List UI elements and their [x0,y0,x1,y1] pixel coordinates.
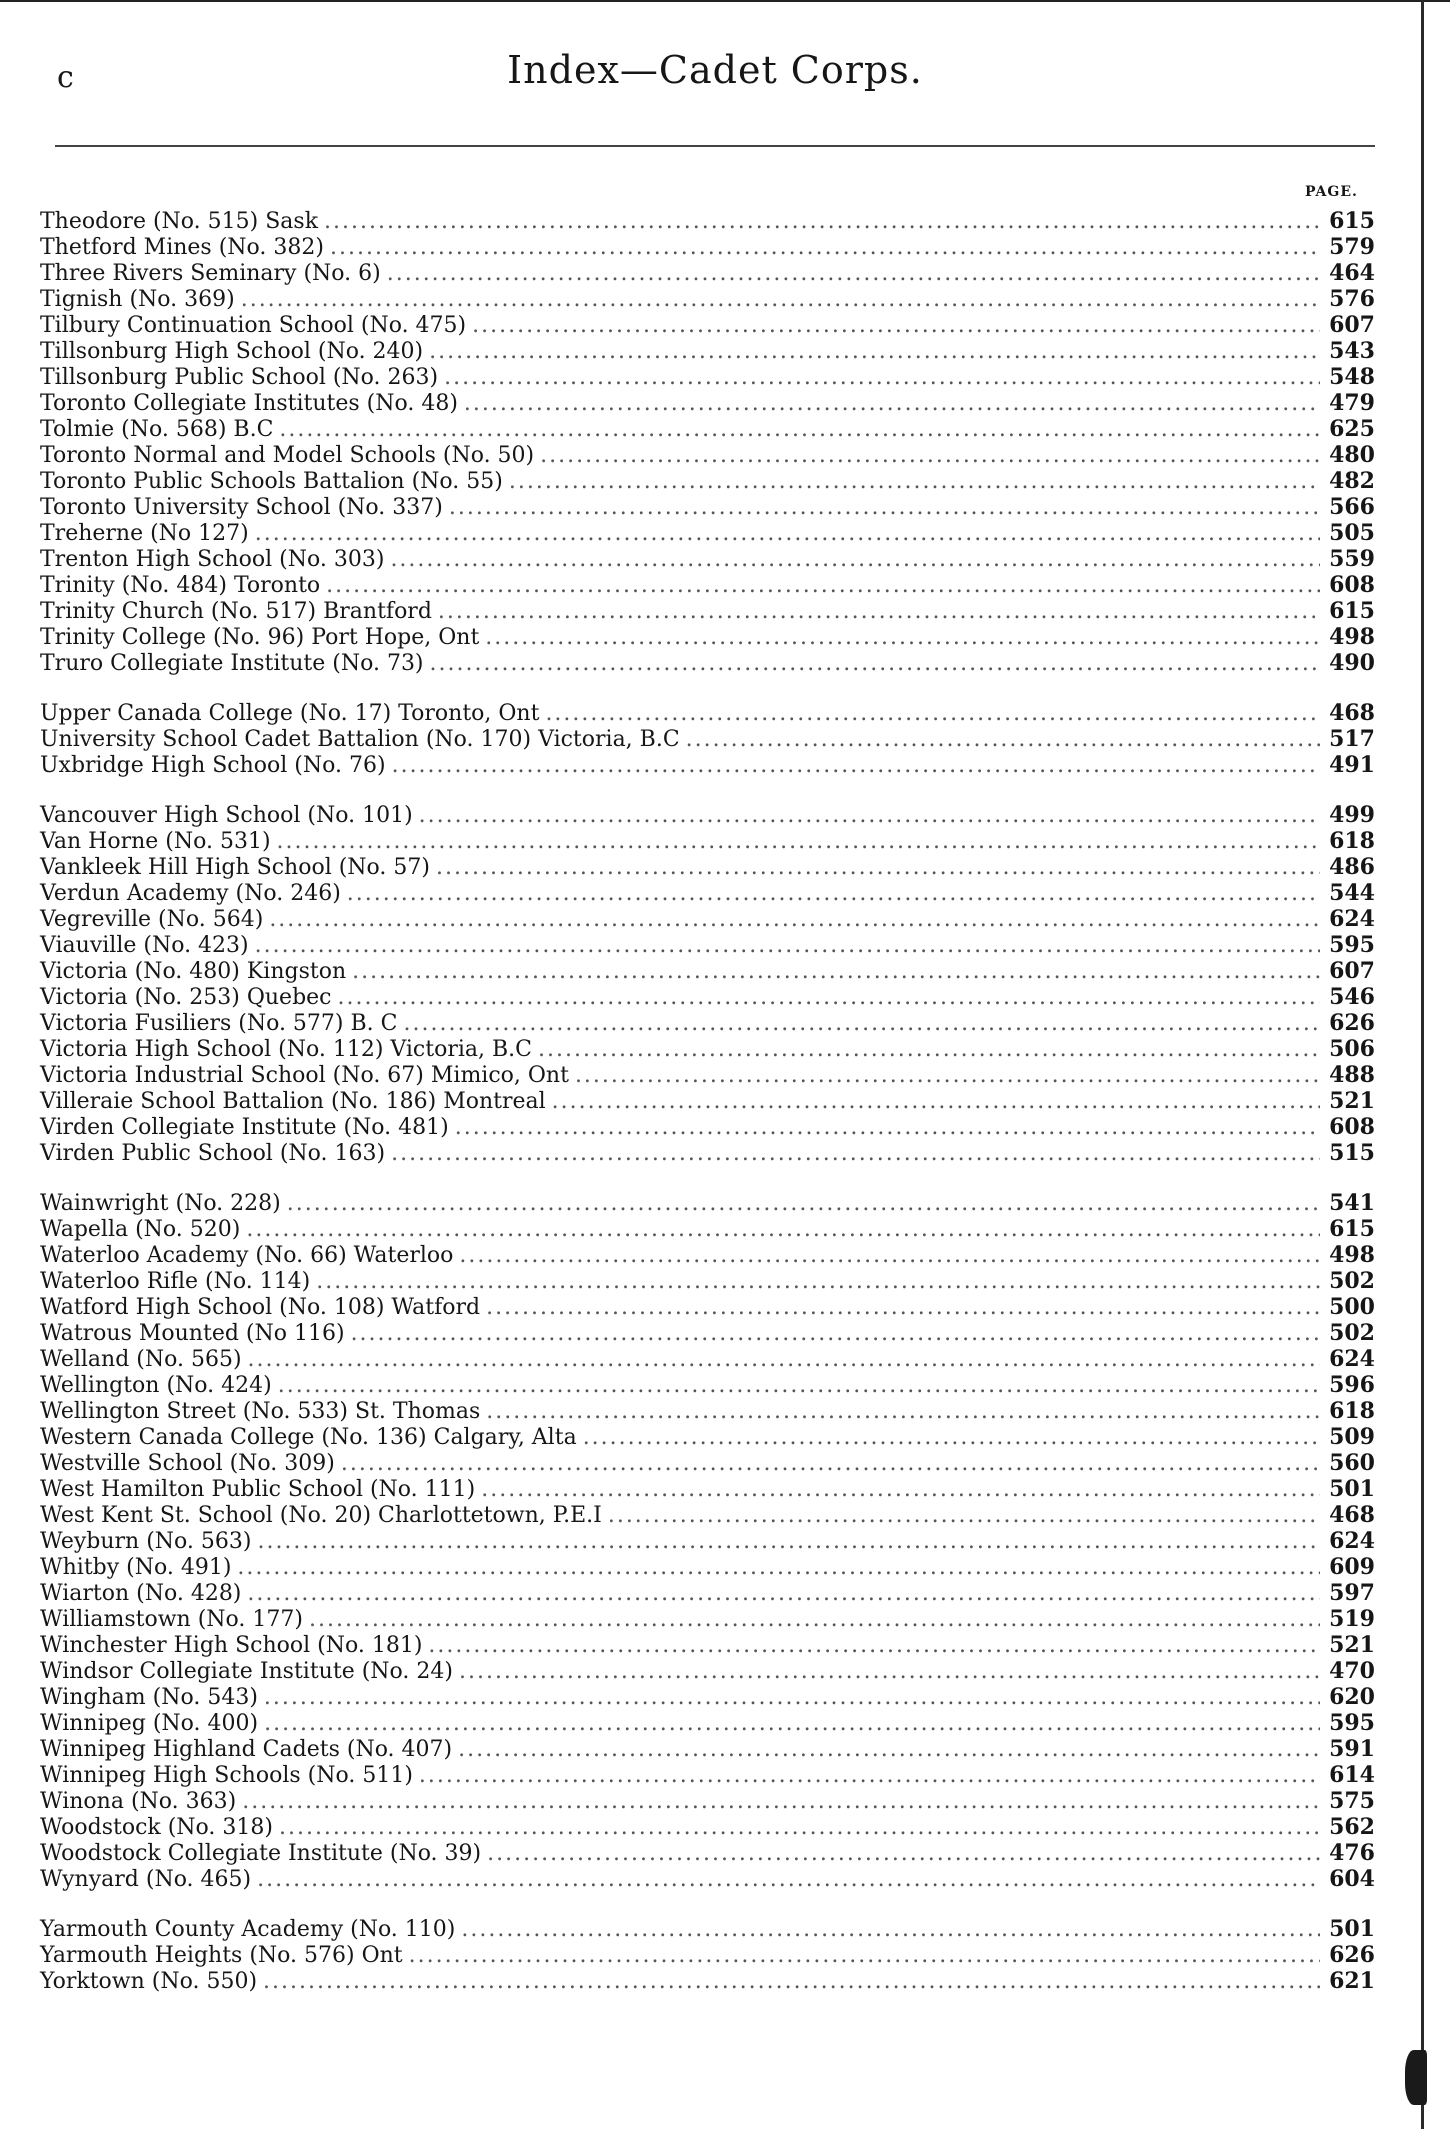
entry-page-number: 501 [1329,1476,1375,1502]
dot-leader [424,651,1320,677]
index-entry [40,1606,1375,1632]
index-entry [40,468,1375,494]
dot-leader [324,235,1320,261]
dot-leader [432,599,1320,625]
entry-name: Woodstock Collegiate Institute (No. 39) [40,1841,482,1866]
dot-leader [235,287,1320,313]
entry-name: Whitby (No. 491) [40,1555,232,1580]
dot-leader [480,1295,1320,1321]
entry-page-number: 548 [1329,364,1375,390]
entry-name: Winona (No. 363) [40,1789,237,1814]
entry-name: Three Rivers Seminary (No. 6) [40,261,381,286]
entry-name: Welland (No. 565) [40,1347,242,1372]
dot-leader [251,1867,1320,1893]
index-group [40,700,1375,778]
page-title: Index—Cadet Corps. [507,48,923,92]
index-entry [40,1814,1375,1840]
dot-leader [577,1425,1320,1451]
index-entry [40,1736,1375,1762]
dot-leader [381,261,1320,287]
entry-name: Tolmie (No. 568) B.C [40,417,274,442]
index-entry [40,1268,1375,1294]
entry-name: Victoria (No. 253) Quebec [40,985,332,1010]
dot-leader [480,1399,1320,1425]
dot-leader [385,1141,1320,1167]
index-entry [40,1528,1375,1554]
entry-page-number: 502 [1329,1320,1375,1346]
dot-leader [423,339,1320,365]
page-edge-mark [1405,2050,1427,2105]
entry-name: Trinity College (No. 96) Port Hope, Ont [40,625,480,650]
dot-leader [403,1943,1320,1969]
index-entry [40,1294,1375,1320]
index-entry [40,650,1375,676]
entry-page-number: 502 [1329,1268,1375,1294]
entry-page-number: 499 [1329,802,1375,828]
dot-leader [475,1477,1320,1503]
dot-leader [386,753,1320,779]
entry-name: Victoria Fusiliers (No. 577) B. C [40,1011,398,1036]
entry-name: Williamstown (No. 177) [40,1607,303,1632]
index-entry [40,1502,1375,1528]
entry-name: Viauville (No. 423) [40,933,249,958]
entry-name: Toronto Normal and Model Schools (No. 50) [40,443,535,468]
dot-leader [455,1917,1320,1943]
index-entry [40,1114,1375,1140]
entry-page-number: 490 [1329,650,1375,676]
entry-name: Upper Canada College (No. 17) Toronto, Ont [40,701,540,726]
entry-page-number: 579 [1329,234,1375,260]
entry-name: Wellington Street (No. 533) St. Thomas [40,1399,481,1424]
dot-leader [249,933,1320,959]
entry-page-number: 521 [1329,1088,1375,1114]
index-entry [40,1762,1375,1788]
index-entry [40,700,1375,726]
entry-page-number: 618 [1329,1398,1375,1424]
entry-name: Toronto Collegiate Institutes (No. 48) [40,391,458,416]
entry-name: West Kent St. School (No. 20) Charlottetown, P.E.I [40,1503,602,1528]
entry-page-number: 541 [1329,1190,1375,1216]
dot-leader [458,391,1320,417]
entry-name: Victoria (No. 480) Kingston [40,959,347,984]
index-group [40,1190,1375,1892]
dot-leader [236,1789,1320,1815]
entry-page-number: 626 [1329,1010,1375,1036]
dot-leader [481,1841,1320,1867]
entry-name: Western Canada College (No. 136) Calgary, Alta [40,1425,577,1450]
index-entry [40,1398,1375,1424]
entry-page-number: 608 [1329,1114,1375,1140]
dot-leader [602,1503,1320,1529]
entry-name: Watford High School (No. 108) Watford [40,1295,481,1320]
dot-leader [341,881,1320,907]
entry-page-number: 615 [1329,208,1375,234]
dot-leader [438,365,1320,391]
entry-name: Wynyard (No. 465) [40,1867,252,1892]
index-entry [40,802,1375,828]
dot-leader [430,855,1320,881]
entry-name: West Hamilton Public School (No. 111) [40,1477,476,1502]
entry-name: Waterloo Rifle (No. 114) [40,1269,311,1294]
index-group [40,208,1375,676]
index-entry [40,1140,1375,1166]
entry-name: Trinity Church (No. 517) Brantford [40,599,432,624]
dot-leader [479,625,1320,651]
entry-name: Waterloo Academy (No. 66) Waterloo [40,1243,454,1268]
dot-leader [443,495,1320,521]
entry-page-number: 546 [1329,984,1375,1010]
entry-name: Victoria High School (No. 112) Victoria, B.C [40,1037,532,1062]
entry-page-number: 607 [1329,312,1375,338]
dot-leader [546,1089,1320,1115]
entry-page-number: 626 [1329,1942,1375,1968]
index-entry [40,1916,1375,1942]
index-entry [40,520,1375,546]
entry-page-number: 615 [1329,1216,1375,1242]
index-entry [40,880,1375,906]
index-entry [40,1554,1375,1580]
index-entry [40,752,1375,778]
index-entry [40,984,1375,1010]
entry-name: Victoria Industrial School (No. 67) Mimico, Ont [40,1063,569,1088]
entry-page-number: 625 [1329,416,1375,442]
entry-page-number: 500 [1329,1294,1375,1320]
entry-name: University School Cadet Battalion (No. 170) Victoria, B.C [40,727,680,752]
entry-name: Vegreville (No. 564) [40,907,264,932]
dot-leader [281,1191,1320,1217]
entry-name: Woodstock (No. 318) [40,1815,273,1840]
entry-page-number: 506 [1329,1036,1375,1062]
title-divider [55,145,1375,147]
index-entry [40,624,1375,650]
index-entry [40,854,1375,880]
entry-name: Virden Collegiate Institute (No. 481) [40,1115,449,1140]
index-entry [40,1036,1375,1062]
index-entry [40,726,1375,752]
index-entry [40,1788,1375,1814]
entry-name: Wapella (No. 520) [40,1217,241,1242]
index-entry [40,1372,1375,1398]
index-entry [40,1710,1375,1736]
index-entry [40,286,1375,312]
entry-name: Truro Collegiate Institute (No. 73) [40,651,424,676]
entry-page-number: 491 [1329,752,1375,778]
dot-leader [503,469,1320,495]
dot-leader [539,701,1320,727]
dot-leader [466,313,1320,339]
entry-name: Villeraie School Battalion (No. 186) Montreal [40,1089,546,1114]
index-entry [40,364,1375,390]
index-entry [40,1424,1375,1450]
entry-page-number: 566 [1329,494,1375,520]
entry-page-number: 609 [1329,1554,1375,1580]
entry-name: Toronto University School (No. 337) [40,495,443,520]
entry-page-number: 624 [1329,1346,1375,1372]
entry-name: Trinity (No. 484) Toronto [40,573,321,598]
index-entries [40,208,1375,2018]
entry-page-number: 560 [1329,1450,1375,1476]
entry-page-number: 476 [1329,1840,1375,1866]
index-entry [40,1088,1375,1114]
index-entry [40,416,1375,442]
entry-name: Toronto Public Schools Battalion (No. 55) [40,469,503,494]
index-entry [40,828,1375,854]
entry-page-number: 559 [1329,546,1375,572]
entry-name: Windsor Collegiate Institute (No. 24) [40,1659,453,1684]
entry-name: Wiarton (No. 428) [40,1581,242,1606]
dot-leader [249,521,1320,547]
entry-page-number: 614 [1329,1762,1375,1788]
index-entry [40,958,1375,984]
entry-name: Tilbury Continuation School (No. 475) [40,313,467,338]
dot-leader [273,417,1320,443]
dot-leader [452,1737,1320,1763]
entry-page-number: 595 [1329,932,1375,958]
entry-page-number: 482 [1329,468,1375,494]
index-entry [40,572,1375,598]
entry-page-number: 488 [1329,1062,1375,1088]
entry-page-number: 479 [1329,390,1375,416]
index-entry [40,1190,1375,1216]
dot-leader [422,1633,1320,1659]
dot-leader [271,829,1320,855]
index-entry [40,1942,1375,1968]
entry-name: Yarmouth Heights (No. 576) Ont [40,1943,403,1968]
entry-page-number: 604 [1329,1866,1375,1892]
entry-name: Wingham (No. 543) [40,1685,258,1710]
entry-name: Winnipeg (No. 400) [40,1711,259,1736]
entry-page-number: 486 [1329,854,1375,880]
entry-page-number: 521 [1329,1632,1375,1658]
dot-leader [346,959,1320,985]
dot-leader [384,547,1320,573]
index-entry [40,1840,1375,1866]
entry-page-number: 608 [1329,572,1375,598]
entry-page-number: 591 [1329,1736,1375,1762]
index-entry [40,1866,1375,1892]
index-entry [40,312,1375,338]
entry-name: Tignish (No. 369) [40,287,235,312]
index-entry [40,1632,1375,1658]
dot-leader [251,1529,1320,1555]
index-entry [40,260,1375,286]
index-entry [40,1216,1375,1242]
entry-page-number: 515 [1329,1140,1375,1166]
entry-page-number: 615 [1329,598,1375,624]
entry-name: Trenton High School (No. 303) [40,547,385,572]
dot-leader [413,1763,1320,1789]
dot-leader [532,1037,1320,1063]
dot-leader [273,1815,1320,1841]
entry-page-number: 480 [1329,442,1375,468]
dot-leader [398,1011,1321,1037]
index-entry [40,1658,1375,1684]
entry-name: Tillsonburg High School (No. 240) [40,339,424,364]
index-entry [40,494,1375,520]
entry-page-number: 470 [1329,1658,1375,1684]
entry-name: Winchester High School (No. 181) [40,1633,423,1658]
entry-page-number: 468 [1329,1502,1375,1528]
index-entry [40,1684,1375,1710]
page-letter: c [57,60,74,95]
index-entry [40,1450,1375,1476]
entry-name: Thetford Mines (No. 382) [40,235,324,260]
dot-leader [231,1555,1320,1581]
index-entry [40,932,1375,958]
entry-page-number: 464 [1329,260,1375,286]
index-entry [40,906,1375,932]
entry-name: Uxbridge High School (No. 76) [40,753,386,778]
entry-name: Virden Public School (No. 163) [40,1141,386,1166]
entry-name: Van Horne (No. 531) [40,829,271,854]
dot-leader [335,1451,1320,1477]
dot-leader [569,1063,1320,1089]
entry-page-number: 607 [1329,958,1375,984]
entry-page-number: 519 [1329,1606,1375,1632]
dot-leader [680,727,1320,753]
index-entry [40,598,1375,624]
dot-leader [240,1217,1320,1243]
dot-leader [413,803,1320,829]
entry-name: Yorktown (No. 550) [40,1969,258,1994]
entry-name: Vankleek Hill High School (No. 57) [40,855,430,880]
dot-leader [320,573,1320,599]
top-border-line [0,0,1450,2]
entry-page-number: 505 [1329,520,1375,546]
entry-page-number: 595 [1329,1710,1375,1736]
dot-leader [332,985,1321,1011]
entry-name: Winnipeg High Schools (No. 511) [40,1763,413,1788]
index-entry [40,442,1375,468]
dot-leader [258,1685,1320,1711]
dot-leader [310,1269,1320,1295]
right-page-edge [1421,0,1424,2129]
entry-name: Treherne (No 127) [40,521,249,546]
dot-leader [242,1347,1320,1373]
dot-leader [534,443,1320,469]
index-entry [40,1476,1375,1502]
entry-name: Vancouver High School (No. 101) [40,803,413,828]
entry-page-number: 509 [1329,1424,1375,1450]
index-group [40,1916,1375,1994]
index-entry [40,1580,1375,1606]
index-group [40,802,1375,1166]
entry-page-number: 620 [1329,1684,1375,1710]
dot-leader [303,1607,1320,1633]
index-entry [40,1346,1375,1372]
index-entry [40,1062,1375,1088]
dot-leader [257,1969,1320,1995]
dot-leader [345,1321,1320,1347]
dot-leader [258,1711,1320,1737]
dot-leader [453,1659,1320,1685]
entry-page-number: 562 [1329,1814,1375,1840]
entry-name: Wainwright (No. 228) [40,1191,281,1216]
index-entry [40,546,1375,572]
index-entry [40,234,1375,260]
entry-page-number: 544 [1329,880,1375,906]
entry-page-number: 596 [1329,1372,1375,1398]
entry-name: Tillsonburg Public School (No. 263) [40,365,439,390]
page-column-header: PAGE. [1305,184,1358,200]
entry-page-number: 517 [1329,726,1375,752]
entry-name: Weyburn (No. 563) [40,1529,252,1554]
index-entry [40,338,1375,364]
entry-name: Watrous Mounted (No 116) [40,1321,345,1346]
entry-page-number: 618 [1329,828,1375,854]
dot-leader [453,1243,1320,1269]
entry-name: Wellington (No. 424) [40,1373,272,1398]
entry-page-number: 624 [1329,1528,1375,1554]
entry-page-number: 501 [1329,1916,1375,1942]
index-entry [40,390,1375,416]
dot-leader [318,209,1320,235]
entry-page-number: 543 [1329,338,1375,364]
entry-name: Yarmouth County Academy (No. 110) [40,1917,456,1942]
entry-name: Westville School (No. 309) [40,1451,335,1476]
index-entry [40,1320,1375,1346]
dot-leader [272,1373,1320,1399]
index-entry [40,1968,1375,1994]
entry-page-number: 468 [1329,700,1375,726]
entry-page-number: 576 [1329,286,1375,312]
entry-page-number: 624 [1329,906,1375,932]
entry-page-number: 597 [1329,1580,1375,1606]
entry-page-number: 621 [1329,1968,1375,1994]
index-entry [40,1010,1375,1036]
dot-leader [241,1581,1320,1607]
entry-page-number: 575 [1329,1788,1375,1814]
index-entry [40,1242,1375,1268]
dot-leader [449,1115,1320,1141]
dot-leader [263,907,1320,933]
entry-name: Theodore (No. 515) Sask [40,209,319,234]
entry-page-number: 498 [1329,1242,1375,1268]
entry-page-number: 498 [1329,624,1375,650]
index-entry [40,208,1375,234]
entry-name: Winnipeg Highland Cadets (No. 407) [40,1737,453,1762]
entry-name: Verdun Academy (No. 246) [40,881,341,906]
